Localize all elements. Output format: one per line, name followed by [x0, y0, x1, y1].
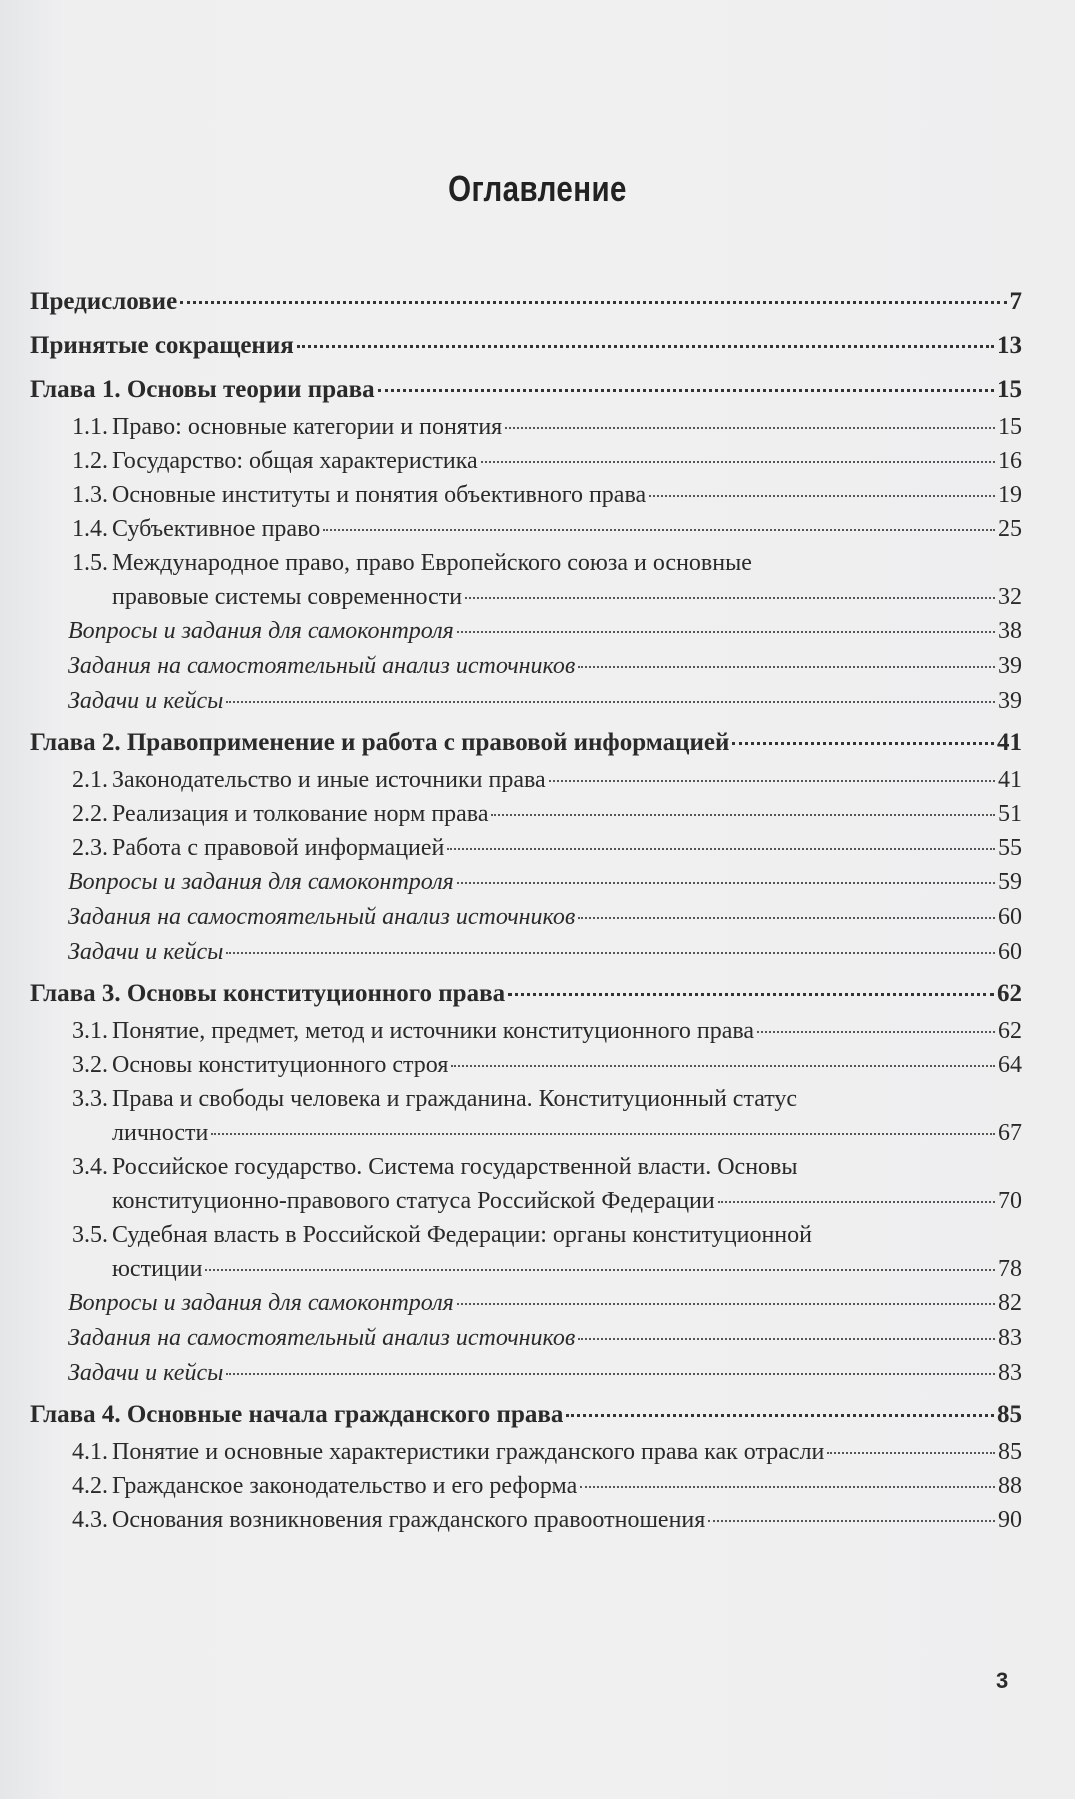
toc-section [30, 1048, 1022, 1082]
toc-entry-page: 19 [998, 482, 1022, 508]
toc-entry-title: Задания на самостоятельный анализ источников [68, 653, 576, 679]
toc-subsection [30, 900, 1022, 935]
toc-entry-number: 3.5. [72, 1222, 108, 1248]
toc-entry-title: Предисловие [30, 288, 178, 315]
page-title: Оглавление [448, 168, 627, 209]
toc-entry-title: Государство: общая характеристика [112, 448, 478, 474]
toc-section [30, 1503, 1022, 1537]
toc-entry-page: 78 [998, 1256, 1022, 1282]
toc-chapter [30, 1391, 1022, 1435]
toc-section [30, 1082, 1022, 1150]
toc-entry-number: 3.4. [72, 1154, 108, 1180]
toc-entry-page: 39 [998, 653, 1022, 679]
toc-entry-title: Международное право, право Европейского союза и основные [112, 550, 752, 576]
toc-entry-page: 41 [997, 729, 1022, 756]
toc-entry-title: Задания на самостоятельный анализ источников [68, 904, 576, 930]
toc-entry-title: Принятые сокращения [30, 332, 294, 359]
toc-entry-page: 88 [998, 1473, 1022, 1499]
toc-entry-page: 51 [998, 801, 1022, 827]
toc-entry-page: 90 [998, 1507, 1022, 1533]
toc-section [30, 410, 1022, 444]
dot-leader [457, 630, 995, 633]
toc-entry-number: 1.4. [72, 516, 108, 542]
toc-entry-page: 85 [998, 1439, 1022, 1465]
dot-leader [757, 1030, 995, 1033]
toc-entry-title: Работа с правовой информацией [112, 835, 445, 861]
toc-entry-page: 62 [998, 1018, 1022, 1044]
toc-section [30, 1435, 1022, 1469]
toc-subsection [30, 684, 1022, 719]
dot-leader [451, 1064, 995, 1067]
dot-leader [297, 344, 994, 348]
dot-leader [457, 1302, 995, 1305]
toc-chapter [30, 366, 1022, 410]
toc-chapter [30, 322, 1022, 366]
toc-entry-title: Судебная власть в Российской Федерации: органы конституционной [112, 1222, 812, 1248]
toc-entry-page: 55 [998, 835, 1022, 861]
toc-subsection [30, 1356, 1022, 1391]
dot-leader [508, 992, 994, 996]
toc-entry-number: 3.3. [72, 1086, 108, 1112]
toc-entry-page: 83 [998, 1325, 1022, 1351]
toc-subsection [30, 1286, 1022, 1321]
toc-entry-title: Российское государство. Система государственной власти. Основы [112, 1154, 798, 1180]
toc-subsection [30, 614, 1022, 649]
dot-leader [447, 847, 995, 850]
dot-leader [708, 1519, 995, 1522]
toc-section [30, 478, 1022, 512]
toc-entry-page: 67 [998, 1120, 1022, 1146]
toc-entry-title-cont: юстиции [112, 1256, 203, 1282]
toc-entry-title: Задачи и кейсы [68, 688, 224, 714]
dot-leader [566, 1413, 994, 1417]
dot-leader [649, 494, 995, 497]
toc-section [30, 444, 1022, 478]
toc-entry-title: Глава 4. Основные начала гражданского права [30, 1401, 564, 1428]
toc-entry-title: Права и свободы человека и гражданина. Конституционный статус [112, 1086, 798, 1112]
toc-entry-title-cont: правовые системы современности [112, 584, 463, 610]
toc-entry-title: Задания на самостоятельный анализ источников [68, 1325, 576, 1351]
toc-section [30, 763, 1022, 797]
toc-entry-number: 2.2. [72, 801, 108, 827]
dot-leader [718, 1200, 995, 1203]
toc-entry-title-cont: конституционно-правового статуса Российской Федерации [112, 1188, 715, 1214]
toc-section [30, 1218, 1022, 1286]
toc-entry-page: 85 [997, 1401, 1022, 1428]
toc-entry-title: Понятие, предмет, метод и источники конституционного права [112, 1018, 755, 1044]
toc-entry-page: 38 [998, 618, 1022, 644]
toc-entry-title: Задачи и кейсы [68, 939, 224, 965]
toc-entry-page: 59 [998, 869, 1022, 895]
toc-entry-title: Глава 1. Основы теории права [30, 376, 375, 403]
toc-entry-page: 60 [998, 904, 1022, 930]
toc-section [30, 797, 1022, 831]
dot-leader [226, 951, 995, 954]
toc-entry-page: 32 [998, 584, 1022, 610]
toc-entry-number: 4.3. [72, 1507, 108, 1533]
toc-entry-title: Понятие и основные характеристики гражданского права как отрасли [112, 1439, 825, 1465]
dot-leader [578, 665, 995, 668]
toc-chapter [30, 719, 1022, 763]
dot-leader [211, 1132, 995, 1135]
dot-leader [505, 426, 995, 429]
toc-entry-title: Задачи и кейсы [68, 1360, 224, 1386]
toc-entry-number: 3.2. [72, 1052, 108, 1078]
toc-entry-page: 15 [997, 376, 1022, 403]
toc-entry-page: 41 [998, 767, 1022, 793]
toc-entry-number: 2.3. [72, 835, 108, 861]
dot-leader [578, 1337, 995, 1340]
dot-leader [378, 388, 994, 392]
toc-entry-title-cont: личности [112, 1120, 209, 1146]
toc-entry-page: 13 [997, 332, 1022, 359]
dot-leader [226, 700, 995, 703]
toc-entry-title: Реализация и толкование норм права [112, 801, 489, 827]
toc-entry-title: Основания возникновения гражданского правоотношения [112, 1507, 706, 1533]
toc-subsection [30, 865, 1022, 900]
toc-section [30, 512, 1022, 546]
dot-leader [578, 916, 995, 919]
dot-leader [827, 1451, 995, 1454]
toc-entry-title: Гражданское законодательство и его реформа [112, 1473, 578, 1499]
toc-entry-title: Законодательство и иные источники права [112, 767, 546, 793]
toc-section [30, 831, 1022, 865]
toc-entry-page: 64 [998, 1052, 1022, 1078]
toc-entry-title: Вопросы и задания для самоконтроля [68, 1290, 454, 1316]
toc-entry-number: 3.1. [72, 1018, 108, 1044]
toc-entry-title: Основные институты и понятия объективного права [112, 482, 647, 508]
toc-entry-number: 2.1. [72, 767, 108, 793]
toc-entry-title: Глава 2. Правоприменение и работа с правовой информацией [30, 729, 730, 756]
toc-section [30, 1469, 1022, 1503]
page-number: 3 [996, 1668, 1009, 1693]
toc-entry-number: 1.1. [72, 414, 108, 440]
toc-entry-page: 7 [1009, 288, 1022, 315]
dot-leader [465, 596, 995, 599]
toc-section [30, 1014, 1022, 1048]
toc-entry-page: 25 [998, 516, 1022, 542]
dot-leader [732, 741, 994, 745]
dot-leader [180, 300, 1006, 304]
toc-entry-page: 60 [998, 939, 1022, 965]
dot-leader [491, 813, 995, 816]
toc-entry-title: Основы конституционного строя [112, 1052, 449, 1078]
toc-entry-title: Вопросы и задания для самоконтроля [68, 618, 454, 644]
toc-entry-page: 82 [998, 1290, 1022, 1316]
toc-entry-page: 70 [998, 1188, 1022, 1214]
toc-subsection [30, 649, 1022, 684]
toc-entry-page: 16 [998, 448, 1022, 474]
toc-entry-number: 1.3. [72, 482, 108, 508]
toc-subsection [30, 935, 1022, 970]
toc-entry-number: 4.2. [72, 1473, 108, 1499]
toc-entry-number: 1.2. [72, 448, 108, 474]
dot-leader [580, 1485, 995, 1488]
toc-subsection [30, 1321, 1022, 1356]
toc-entry-title: Вопросы и задания для самоконтроля [68, 869, 454, 895]
toc-entry-page: 39 [998, 688, 1022, 714]
toc-chapter [30, 970, 1022, 1014]
toc-entry-title: Субъективное право [112, 516, 321, 542]
dot-leader [226, 1372, 995, 1375]
toc-section [30, 1150, 1022, 1218]
toc-entry-title: Глава 3. Основы конституционного права [30, 980, 506, 1007]
table-of-contents [30, 278, 1022, 1537]
toc-entry-page: 83 [998, 1360, 1022, 1386]
toc-entry-number: 1.5. [72, 550, 108, 576]
toc-entry-title: Право: основные категории и понятия [112, 414, 503, 440]
dot-leader [457, 881, 995, 884]
toc-entry-number: 4.1. [72, 1439, 108, 1465]
toc-chapter [30, 278, 1022, 322]
toc-entry-page: 62 [997, 980, 1022, 1007]
dot-leader [205, 1268, 995, 1271]
dot-leader [481, 460, 995, 463]
toc-entry-page: 15 [998, 414, 1022, 440]
toc-section [30, 546, 1022, 614]
dot-leader [549, 779, 995, 782]
dot-leader [323, 528, 995, 531]
